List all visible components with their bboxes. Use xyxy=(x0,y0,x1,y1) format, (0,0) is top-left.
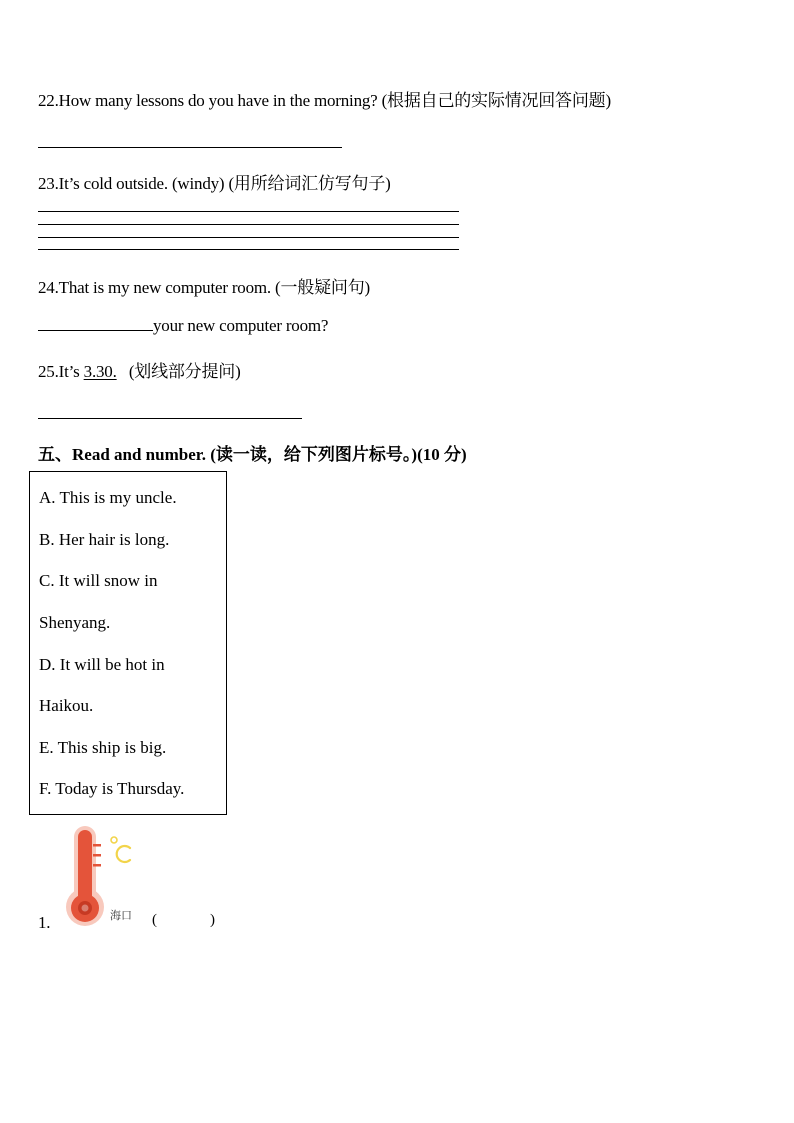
option-d: D. It will be hot in xyxy=(39,655,165,674)
option-c: C. It will snow in xyxy=(39,571,158,590)
question-23 xyxy=(38,169,391,194)
city-label: 海口 xyxy=(110,909,132,922)
answer-line-25[interactable] xyxy=(38,418,302,419)
answer-paren-close[interactable]: ) xyxy=(210,912,215,928)
question-note: (一般疑问句) xyxy=(275,278,370,297)
answer-suffix: your new computer room? xyxy=(153,316,329,335)
option-f: F. Today is Thursday. xyxy=(39,779,185,798)
question-prefix: It’s xyxy=(58,362,84,381)
question-note: (用所给词汇仿写句子) xyxy=(228,174,391,193)
option-b: B. Her hair is long. xyxy=(39,530,170,549)
answer-24 xyxy=(38,315,328,336)
option-e: E. This ship is big. xyxy=(39,738,167,757)
question-number: 22. xyxy=(38,91,59,110)
question-24 xyxy=(38,273,370,298)
option-d-cont: Haikou. xyxy=(39,696,94,715)
option-c-cont: Shenyang. xyxy=(39,613,111,632)
answer-blank-24[interactable] xyxy=(38,315,153,331)
answer-line-23c[interactable] xyxy=(38,237,459,238)
question-text: How many lessons do you have in the morning? xyxy=(58,91,378,110)
question-number: 25. xyxy=(38,362,59,381)
question-note: (根据自己的实际情况回答问题) xyxy=(381,91,611,110)
answer-line-23d[interactable] xyxy=(38,249,459,250)
answer-line-22[interactable] xyxy=(38,147,342,148)
answer-line-23a[interactable] xyxy=(38,211,459,212)
picture-number-1: 1. xyxy=(38,913,51,932)
question-22 xyxy=(38,86,611,111)
option-a: A. This is my uncle. xyxy=(39,488,177,507)
question-number: 24. xyxy=(38,278,59,297)
options-box xyxy=(29,471,227,815)
underlined-part: 3.30. xyxy=(83,362,117,381)
question-25 xyxy=(38,357,241,382)
question-text: It’s cold outside. (windy) xyxy=(58,174,225,193)
answer-paren-open[interactable]: ( xyxy=(152,912,157,928)
section-heading: 五、Read and number. (读一读，给下列图片标号。)(10 分) xyxy=(38,445,467,464)
answer-line-23b[interactable] xyxy=(38,224,459,225)
question-text: That is my new computer room. xyxy=(58,278,271,297)
question-number: 23. xyxy=(38,174,59,193)
question-note: (划线部分提问) xyxy=(128,362,241,381)
